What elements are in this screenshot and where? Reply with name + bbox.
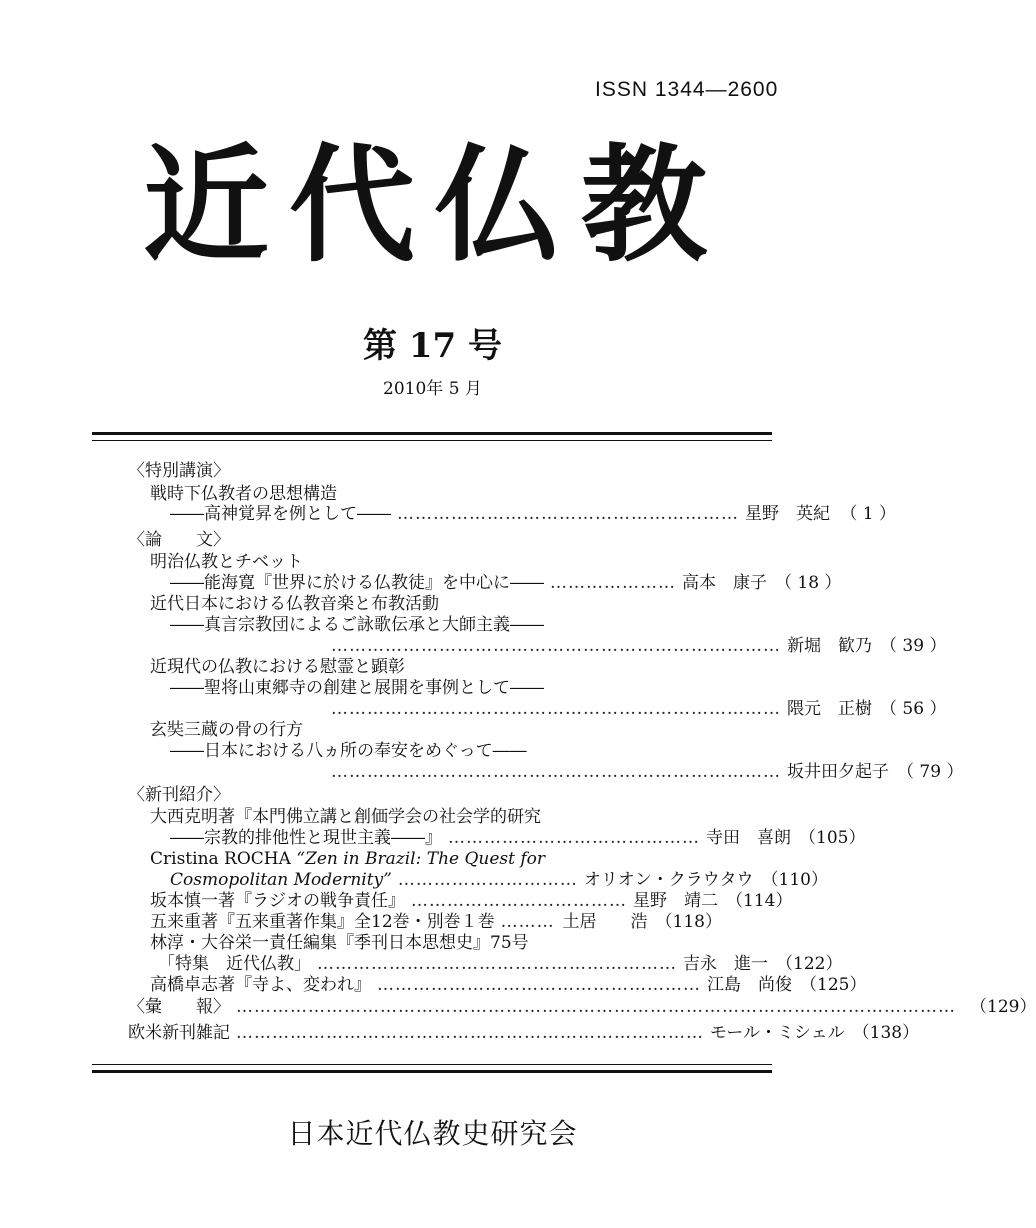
top-rule-thin bbox=[92, 440, 772, 441]
publisher-name: 日本近代仏教史研究会 bbox=[287, 1117, 578, 1150]
top-rule-thick bbox=[92, 432, 772, 435]
section-book-reviews: 〈新刊紹介〉 bbox=[128, 785, 230, 805]
entry-author: 江島 尚俊 bbox=[707, 975, 792, 995]
journal-title: 近代仏教 bbox=[143, 131, 727, 279]
entry-subtitle: ――宗教的排他性と現世主義――』 bbox=[170, 828, 442, 848]
entry-author: 星野 英紀 bbox=[745, 504, 830, 524]
leader-dots: …………………………………… bbox=[448, 828, 700, 848]
entry-row bbox=[170, 572, 842, 594]
entry-author: 坂井田夕起子 bbox=[787, 762, 889, 782]
entry-page: （ 79 ） bbox=[897, 762, 964, 782]
entry-author: 土居 浩 bbox=[562, 912, 648, 932]
entry-subtitle: ――高神覚昇を例として―― bbox=[170, 504, 391, 524]
entry-row bbox=[150, 974, 867, 996]
entry-row bbox=[170, 869, 828, 891]
entry-author: 新堀 歓乃 bbox=[787, 636, 872, 656]
entry-title: 欧米新刊雑記 bbox=[128, 1023, 230, 1043]
entry-title-author: Cristina ROCHA bbox=[150, 849, 297, 869]
entry-title: 高橋卓志著『寺よ、変われ』 bbox=[150, 975, 371, 995]
entry-page: （138） bbox=[852, 1023, 920, 1043]
entry-page: （129） bbox=[970, 997, 1036, 1017]
leader-dots: ………………………………………………… bbox=[397, 504, 739, 524]
entry-author: 寺田 喜朗 bbox=[706, 828, 791, 848]
section-papers: 〈論 文〉 bbox=[128, 530, 230, 550]
leader-dots: ……………………………… bbox=[411, 891, 627, 911]
entry-page: （ 39 ） bbox=[880, 636, 947, 656]
leader-dots: ………………………………………………………………… bbox=[331, 636, 781, 656]
entry-row bbox=[170, 827, 866, 849]
leader-dots: ……… bbox=[500, 912, 555, 932]
entry-title: 五来重著『五来重著作集』全12巻・別巻１巻 bbox=[150, 912, 495, 932]
entry-author: 隈元 正樹 bbox=[787, 699, 872, 719]
entry-subtitle: Cosmopolitan Modernity” bbox=[170, 870, 392, 890]
entry-row bbox=[128, 996, 1036, 1018]
leader-dots: ……………………………………………… bbox=[377, 975, 701, 995]
entry-subtitle: ――真言宗教団によるご詠歌伝承と大師主義―― bbox=[170, 615, 544, 635]
leader-dots: ………………………………………………………………… bbox=[331, 699, 781, 719]
leader-dots: ………………………………………………………………… bbox=[331, 762, 781, 782]
entry-row bbox=[325, 635, 947, 657]
entry-row bbox=[325, 761, 964, 783]
entry-page: （105） bbox=[799, 828, 866, 848]
entry-page: （114） bbox=[726, 891, 793, 911]
entry-page: （ 18 ） bbox=[775, 573, 842, 593]
entry-title: 戦時下仏教者の思想構造 bbox=[150, 484, 337, 504]
entry-author: 高本 康子 bbox=[682, 573, 767, 593]
leader-dots: ………………………… bbox=[397, 870, 578, 890]
entry-row bbox=[150, 911, 722, 933]
leader-dots: ………………………………………………………………………………………………………… bbox=[236, 997, 956, 1017]
entry-title: 近現代の仏教における慰霊と顕彰 bbox=[150, 657, 405, 677]
entry-author: 星野 靖二 bbox=[633, 891, 718, 911]
entry-page: （125） bbox=[800, 975, 867, 995]
entry-title bbox=[150, 848, 545, 870]
issue-number: 第 17 号 bbox=[363, 326, 502, 366]
publication-date: 2010年 5 月 bbox=[383, 379, 482, 399]
entry-page: （ 56 ） bbox=[880, 699, 947, 719]
section-special-lecture: 〈特別講演〉 bbox=[128, 461, 230, 481]
entry-subtitle: ――能海寛『世界に於ける仏教徒』を中心に―― bbox=[170, 573, 544, 593]
section-bulletin: 〈彙 報〉 bbox=[128, 997, 230, 1017]
leader-dots: ………………… bbox=[550, 573, 676, 593]
entry-title: 近代日本における仏教音楽と布教活動 bbox=[150, 594, 439, 614]
entry-title: 坂本慎一著『ラジオの戦争責任』 bbox=[150, 891, 405, 911]
issn-number: ISSN 1344—2600 bbox=[595, 78, 779, 101]
entry-title: 大西克明著『本門佛立講と創価学会の社会学的研究 bbox=[150, 807, 541, 827]
entry-author: オリオン・クラウタウ bbox=[583, 870, 754, 890]
leader-dots: …………………………………………………………………… bbox=[236, 1023, 704, 1043]
entry-title: 玄奘三蔵の骨の行方 bbox=[150, 720, 303, 740]
entry-page: （122） bbox=[776, 954, 843, 974]
entry-subtitle: ――聖将山東郷寺の創建と展開を事例として―― bbox=[170, 678, 544, 698]
leader-dots: …………………………………………………… bbox=[317, 954, 677, 974]
bottom-rule-thin bbox=[92, 1064, 772, 1065]
entry-title-book: “Zen in Brazil: The Quest for bbox=[296, 849, 546, 869]
entry-page: （118） bbox=[655, 912, 722, 932]
entry-row bbox=[158, 953, 843, 975]
entry-page: （110） bbox=[761, 870, 828, 890]
bottom-rule-thick bbox=[92, 1070, 772, 1073]
entry-row bbox=[170, 503, 896, 525]
entry-title: 明治仏教とチベット bbox=[150, 552, 303, 572]
entry-subtitle: ――日本における八ヵ所の奉安をめぐって―― bbox=[170, 741, 527, 761]
entry-author: モール・ミシェル bbox=[710, 1023, 845, 1043]
entry-row bbox=[325, 698, 947, 720]
entry-subtitle: 「特集 近代仏教」 bbox=[158, 954, 311, 974]
entry-title: 林淳・大谷栄一責任編集『季刊日本思想史』75号 bbox=[150, 933, 529, 953]
entry-page: （ 1 ） bbox=[840, 504, 896, 524]
entry-row bbox=[128, 1022, 920, 1044]
entry-author: 吉永 進一 bbox=[683, 954, 768, 974]
entry-row bbox=[150, 890, 793, 912]
